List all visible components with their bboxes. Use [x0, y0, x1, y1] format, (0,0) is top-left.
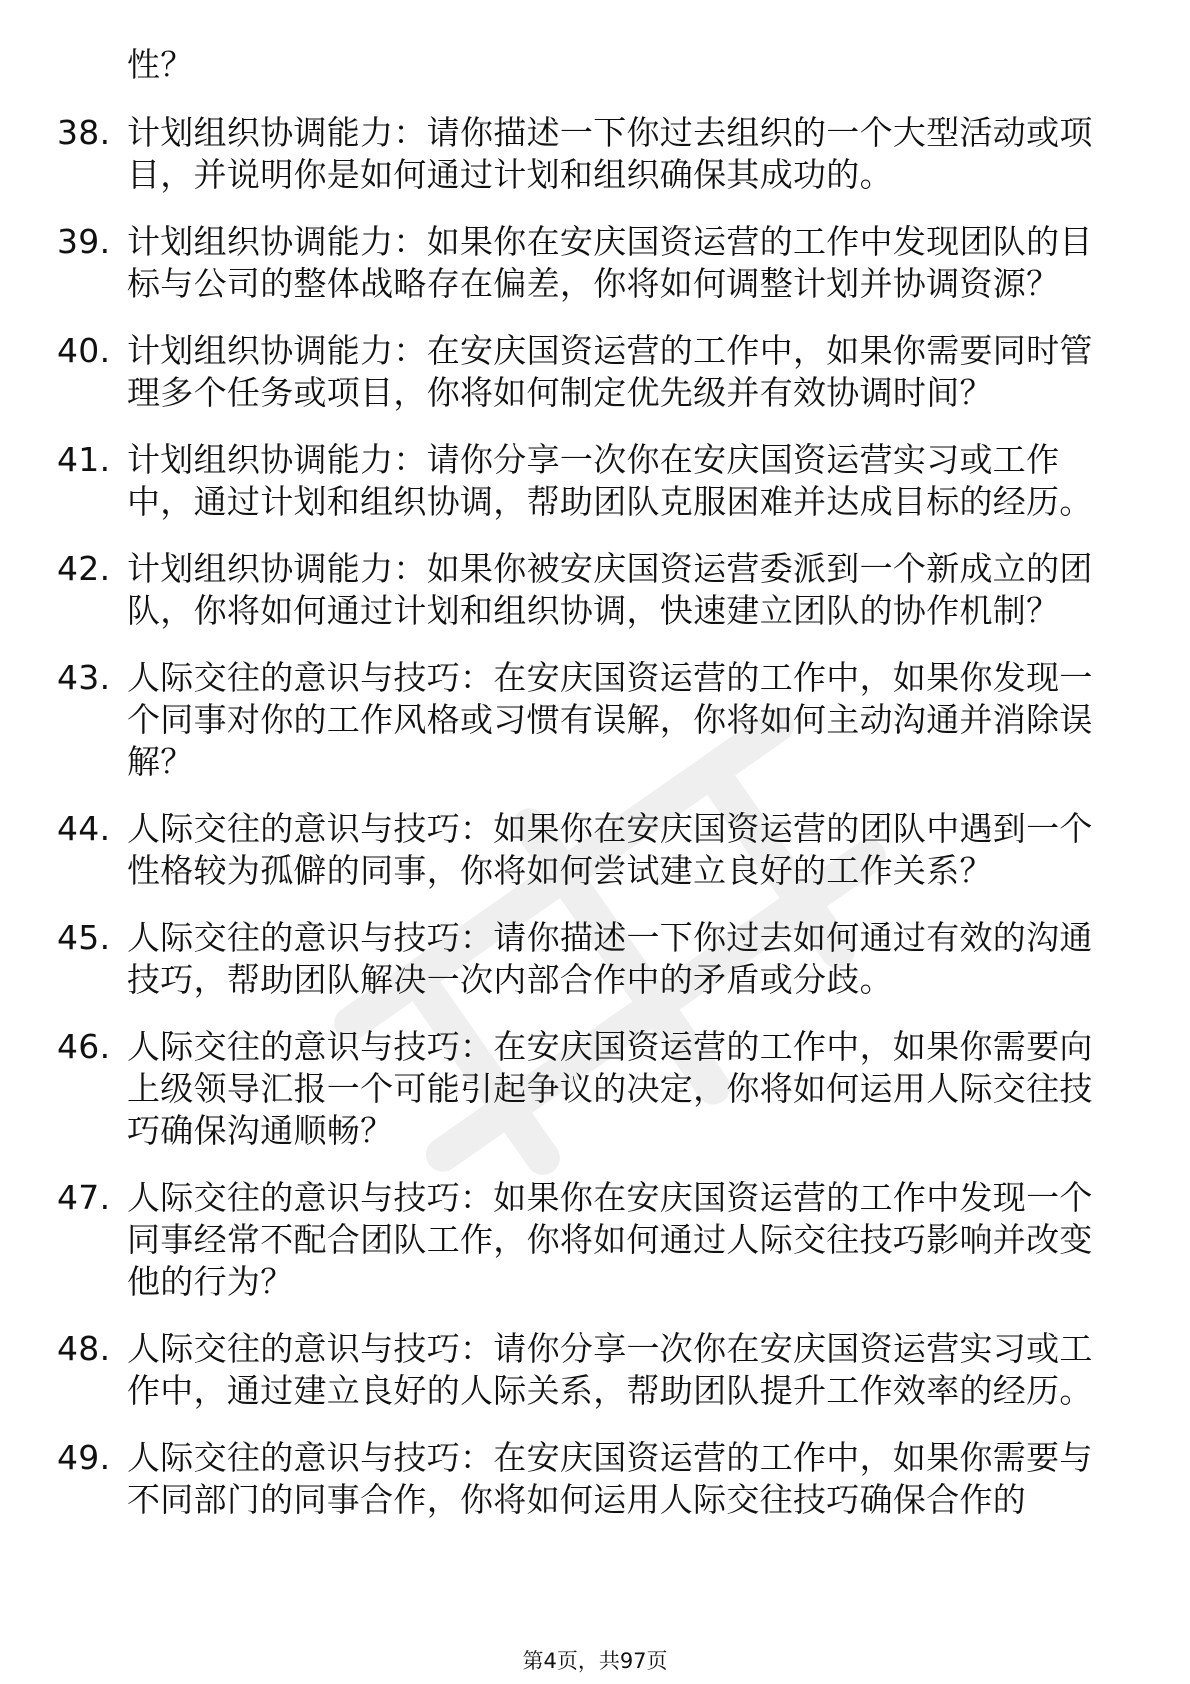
item-number: 48.	[57, 1329, 111, 1368]
item-number: 47.	[57, 1178, 111, 1217]
item-text: 人际交往的意识与技巧：在安庆国资运营的工作中，如果你发现一个同事对你的工作风格或习惯有误解，你将如何主动沟通并消除误解？	[127, 658, 1093, 781]
item-number: 40.	[57, 331, 111, 370]
item-number: 41.	[57, 440, 111, 479]
item-text: 计划组织协调能力：在安庆国资运营的工作中，如果你需要同时管理多个任务或项目，你将如何制定优先级并有效协调时间？	[127, 331, 1093, 412]
item-text: 计划组织协调能力：请你描述一下你过去组织的一个大型活动或项目，并说明你是如何通过计划和组织确保其成功的。	[127, 113, 1093, 194]
item-text: 人际交往的意识与技巧：如果你在安庆国资运营的工作中发现一个同事经常不配合团队工作，你将如何通过人际交往技巧影响并改变他的行为？	[127, 1178, 1093, 1301]
item-text: 人际交往的意识与技巧：请你描述一下你过去如何通过有效的沟通技巧，帮助团队解决一次内部合作中的矛盾或分歧。	[127, 918, 1093, 999]
item-text: 计划组织协调能力：如果你被安庆国资运营委派到一个新成立的团队，你将如何通过计划和组织协调，快速建立团队的协作机制？	[127, 549, 1093, 630]
list-item	[57, 1026, 1117, 1152]
list-item	[57, 330, 1117, 414]
list-item	[57, 439, 1117, 523]
item-text: 人际交往的意识与技巧：在安庆国资运营的工作中，如果你需要向上级领导汇报一个可能引起争议的决定，你将如何运用人际交往技巧确保沟通顺畅？	[127, 1027, 1093, 1150]
item-text: 人际交往的意识与技巧：如果你在安庆国资运营的团队中遇到一个性格较为孤僻的同事，你将如何尝试建立良好的工作关系？	[127, 809, 1093, 890]
list-item	[57, 1177, 1117, 1303]
list-item	[57, 808, 1117, 892]
item-text: 计划组织协调能力：请你分享一次你在安庆国资运营实习或工作中，通过计划和组织协调，帮助团队克服困难并达成目标的经历。	[127, 440, 1093, 521]
list-item	[57, 548, 1117, 632]
list-item	[57, 657, 1117, 783]
list-item	[57, 1328, 1117, 1412]
item-text: 计划组织协调能力：如果你在安庆国资运营的工作中发现团队的目标与公司的整体战略存在偏差，你将如何调整计划并协调资源？	[127, 222, 1093, 303]
list-item	[57, 1437, 1117, 1521]
item-number: 39.	[57, 222, 111, 261]
list-item	[57, 112, 1117, 196]
list-item	[57, 917, 1117, 1001]
list-item	[57, 221, 1117, 305]
page-footer: 第4页，共97页	[522, 1649, 668, 1673]
continued-text: 性？	[127, 45, 194, 84]
item-number: 46.	[57, 1027, 111, 1066]
item-number: 44.	[57, 809, 111, 848]
item-number: 45.	[57, 918, 111, 957]
item-text: 人际交往的意识与技巧：请你分享一次你在安庆国资运营实习或工作中，通过建立良好的人际关系，帮助团队提升工作效率的经历。	[127, 1329, 1093, 1410]
item-number: 49.	[57, 1438, 111, 1477]
question-list	[57, 44, 1117, 1546]
item-text: 人际交往的意识与技巧：在安庆国资运营的工作中，如果你需要与不同部门的同事合作，你将如何运用人际交往技巧确保合作的	[127, 1438, 1093, 1519]
item-number: 42.	[57, 549, 111, 588]
item-number: 38.	[57, 113, 111, 152]
item-number: 43.	[57, 658, 111, 697]
